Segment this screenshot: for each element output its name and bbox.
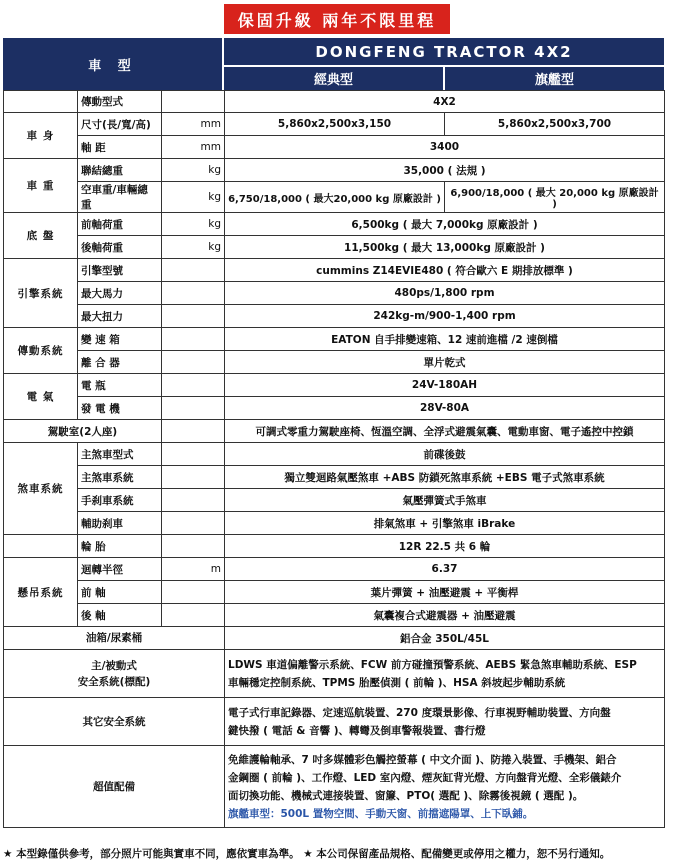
spec-unit: m [162,558,225,581]
value-line: 電子式行車記錄器、定速巡航裝置、270 度環景影像、行車視野輔助裝置、方向盤 [228,706,611,719]
table-row [4,136,665,159]
spec-label: 電 瓶 [78,374,162,397]
group-label: 電 氣 [4,374,78,420]
empty-cell [162,328,225,351]
spec-label: 輪 胎 [78,535,162,558]
spec-value: 6,500kg ( 最大 7,000kg 原廠設計 ) [225,213,665,236]
table-row [4,236,665,259]
spec-label: 後軸荷重 [78,236,162,259]
spec-label: 傳動型式 [78,91,162,113]
spec-value: 鋁合金 350L/45L [225,627,665,650]
table-row [4,259,665,282]
empty-cell [162,512,225,535]
spec-value: 480ps/1,800 rpm [225,282,665,305]
spec-label: 最大扭力 [78,305,162,328]
empty-cell [162,466,225,489]
spec-label: 變 速 箱 [78,328,162,351]
table-row [4,558,665,581]
label-line: 主/被動式 [91,659,137,672]
spec-label: 後 軸 [78,604,162,627]
spec-unit: kg [162,213,225,236]
empty-cell [162,259,225,282]
spec-value: cummins Z14EVIE480 ( 符合歐六 E 期排放標準 ) [225,259,665,282]
warranty-banner: 保固升級 兩年不限里程 [224,4,450,34]
value-line: LDWS 車道偏離警示系統、FCW 前方碰撞預警系統、AEBS 緊急煞車輔助系統、ESP [228,658,637,671]
spec-label: 最大馬力 [78,282,162,305]
empty-cell [162,374,225,397]
empty-cell [162,581,225,604]
spec-label: 手刹車系統 [78,489,162,512]
table-row [4,91,665,113]
spec-label: 超值配備 [4,746,225,828]
table-row [4,213,665,236]
product-title: DONGFENG TRACTOR 4X2 [224,38,664,65]
table-row [4,650,665,698]
group-label: 底 盤 [4,213,78,259]
empty-cell [162,535,225,558]
spec-unit: mm [162,113,225,136]
spec-label: 軸 距 [78,136,162,159]
spec-unit: kg [162,182,225,213]
spec-label: 迴轉半徑 [78,558,162,581]
spec-label: 主煞車型式 [78,443,162,466]
spec-value: 24V-180AH [225,374,665,397]
spec-label: 前軸荷重 [78,213,162,236]
spec-label: 油箱/尿素桶 [4,627,225,650]
empty-cell [162,282,225,305]
spec-value: 35,000 ( 法規 ) [225,159,665,182]
table-row [4,746,665,828]
table-row [4,535,665,558]
empty-cell [162,443,225,466]
table-row [4,581,665,604]
spec-label: 空車重/車輛總重 [78,182,162,213]
table-row [4,489,665,512]
spec-label: 引擎型號 [78,259,162,282]
empty-cell [162,604,225,627]
spec-value: 氣壓彈簧式手煞車 [225,489,665,512]
spec-table [3,90,665,828]
spec-label: 尺寸(長/寬/高) [78,113,162,136]
spec-value: EATON 自手排變速箱、12 速前進檔 /2 速倒檔 [225,328,665,351]
empty-cell [4,535,78,558]
table-row [4,397,665,420]
spec-value: 28V-80A [225,397,665,420]
spec-value: 3400 [225,136,665,159]
variant-classic-header: 經典型 [224,67,443,90]
empty-cell [162,91,225,113]
spec-label: 其它安全系統 [4,698,225,746]
spec-value: 單片乾式 [225,351,665,374]
empty-cell [162,305,225,328]
spec-value: 前碟後鼓 [225,443,665,466]
table-row [4,627,665,650]
spec-label: 離 合 器 [78,351,162,374]
spec-label: 輔助刹車 [78,512,162,535]
value-line: 面切換功能、機械式連接裝置、窗簾、PTO( 選配 )、除霧後視鏡 ( 選配 )。 [228,789,584,802]
table-row [4,113,665,136]
value-line: 鍵快撥 ( 電話 & 音響 )、轉彎及倒車警報裝置、書行燈 [228,724,486,737]
table-row [4,159,665,182]
group-label: 車 身 [4,113,78,159]
spec-value-classic: 5,860x2,500x3,150 [225,113,445,136]
table-row [4,420,665,443]
spec-unit: kg [162,159,225,182]
disclaimer-footer: ★ 本型錄僅供參考，部分照片可能與實車不同，應依實車為準。 ★ 本公司保留產品規格、配備變更或停用之權力，恕不另行通知。 [3,848,611,860]
empty-cell [162,489,225,512]
spec-value: 4X2 [225,91,665,113]
table-row [4,374,665,397]
spec-value: 11,500kg ( 最大 13,000kg 原廠設計 ) [225,236,665,259]
spec-value: 葉片彈簧 + 油壓避震 + 平衡桿 [225,581,665,604]
spec-value: 排氣煞車 + 引擎煞車 iBrake [225,512,665,535]
group-label: 懸吊系統 [4,558,78,627]
spec-value: 6.37 [225,558,665,581]
spec-value-classic: 6,750/18,000 ( 最大20,000 kg 原廠設計 ) [225,182,445,213]
table-row [4,604,665,627]
value-line: 免維護輪軸承、7 吋多媒體彩色觸控螢幕 ( 中文介面 )、防捲入裝置、手機架、鋁合 [228,753,617,766]
empty-cell [162,351,225,374]
empty-cell [162,420,225,443]
spec-label: 駕駛室(2人座) [4,420,162,443]
spec-value: 12R 22.5 共 6 輪 [225,535,665,558]
spec-value [225,746,665,828]
table-row [4,282,665,305]
table-row [4,443,665,466]
table-row [4,182,665,213]
spec-value: 242kg-m/900-1,400 rpm [225,305,665,328]
table-row [4,512,665,535]
spec-label: 主煞車系統 [78,466,162,489]
table-row [4,698,665,746]
label-line: 安全系統(標配) [77,675,151,688]
empty-cell [4,91,78,113]
spec-value: 可調式零重力駕駛座椅、恆溫空調、全浮式避震氣囊、電動車窗、電子遙控中控鎖 [225,420,665,443]
value-line: 車輛穩定控制系統、TPMS 胎壓偵測 ( 前輪 )、HSA 斜坡起步輔助系統 [228,676,566,689]
table-row [4,328,665,351]
table-row [4,351,665,374]
group-label: 車 重 [4,159,78,213]
group-label: 煞車系統 [4,443,78,535]
group-label: 傳動系統 [4,328,78,374]
value-line: 金鋼圈 ( 前輪 )、工作燈、LED 室內燈、煙灰缸背光燈、方向盤背光燈、全彩儀錶介 [228,771,622,784]
spec-value-flagship: 6,900/18,000 ( 最大 20,000 kg 原廠設計 ) [445,182,665,213]
spec-unit: mm [162,136,225,159]
spec-value [225,698,665,746]
spec-label: 前 軸 [78,581,162,604]
spec-value: 氣囊複合式避震器 + 油壓避震 [225,604,665,627]
spec-value: 獨立雙迴路氣壓煞車 +ABS 防鎖死煞車系統 +EBS 電子式煞車系統 [225,466,665,489]
model-header: 車 型 [3,38,222,90]
spec-value-flagship: 5,860x2,500x3,700 [445,113,665,136]
spec-value [225,650,665,698]
flagship-highlight: 旗艦車型：500L 置物空間、手動天窗、前擋遮陽罩、上下臥鋪。 [228,807,534,820]
table-row [4,305,665,328]
spec-label: 聯結總重 [78,159,162,182]
spec-label [4,650,225,698]
spec-unit: kg [162,236,225,259]
group-label: 引擎系統 [4,259,78,328]
table-row [4,466,665,489]
empty-cell [162,397,225,420]
spec-label: 發 電 機 [78,397,162,420]
variant-flagship-header: 旗艦型 [445,67,664,90]
